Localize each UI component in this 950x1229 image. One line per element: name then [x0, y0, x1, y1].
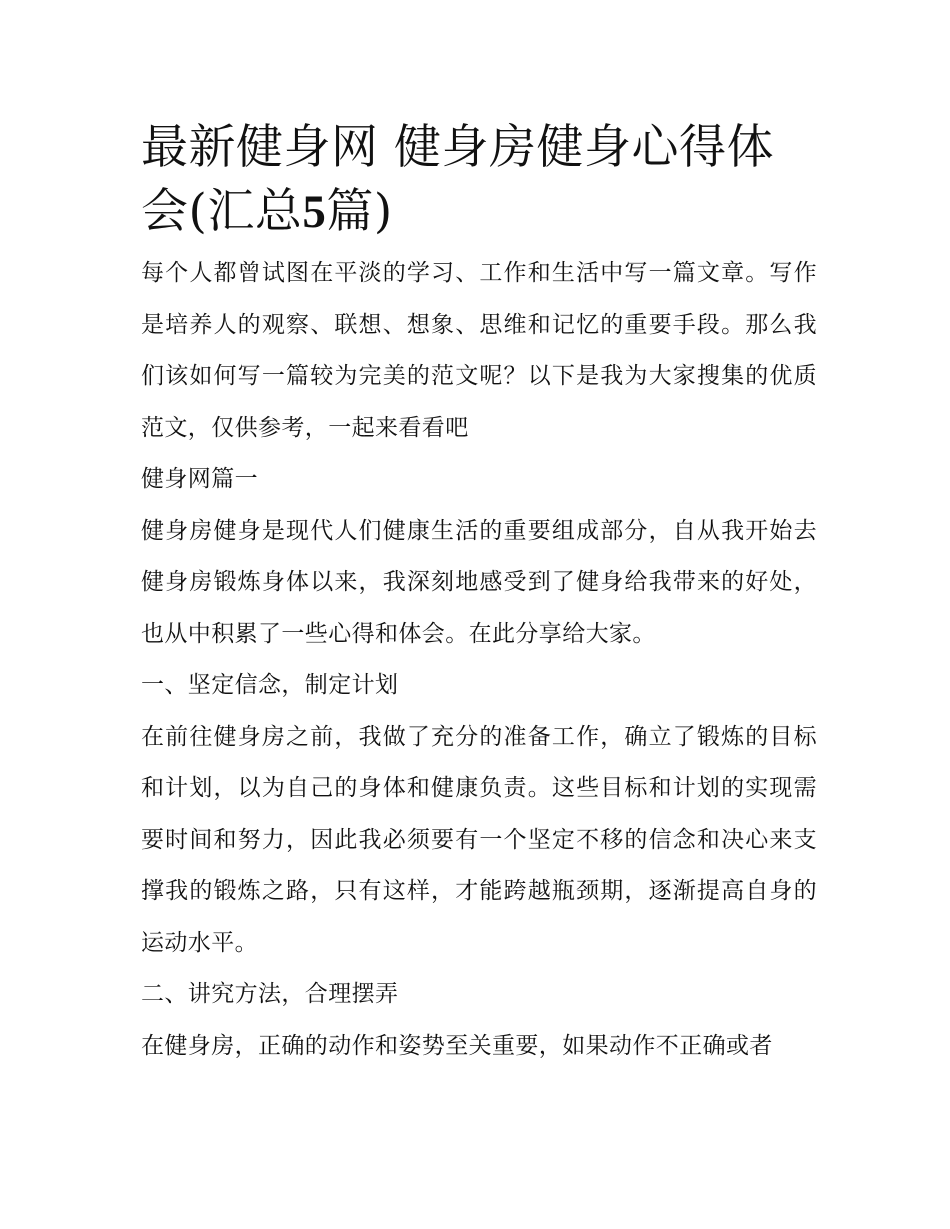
document-body	[141, 116, 817, 1072]
title-text: 最新健身网 健身房健身心得体会(汇总	[141, 120, 774, 239]
section-heading: 健身网篇一	[141, 466, 258, 492]
body-paragraph-1: 健身房健身是现代人们健康生活的重要组成部分，自从我开始去健身房锻炼身体以来，我深刻地感受到了健身给我带来的好处，也从中积累了一些心得和体会。在此分享给大家。	[141, 517, 817, 647]
body-paragraph-3: 在健身房，正确的动作和姿势至关重要，如果动作不正确或者	[141, 1032, 773, 1059]
subheading-1: 一、坚定信念，制定计划	[141, 672, 399, 698]
title-number: 5	[302, 186, 327, 238]
document-title	[141, 116, 817, 244]
intro-paragraph: 每个人都曾试图在平淡的学习、工作和生活中写一篇文章。写作是培养人的观察、联想、想象、思维和记忆的重要手段。那么我们该如何写一篇较为完美的范文呢？以下是我为大家搜集的优质范文，仅供参考，一起来看看吧	[141, 260, 817, 441]
body-paragraph-2: 在前往健身房之前，我做了充分的准备工作，确立了锻炼的目标和计划，以为自己的身体和健康负责。这些目标和计划的实现需要时间和努力，因此我必须要有一个坚定不移的信念和决心来支撑我的锻炼之路，只有这样，才能跨越瓶颈期，逐渐提高自身的运动水平。	[141, 723, 817, 956]
subheading-2: 二、讲究方法，合理摆弄	[141, 981, 399, 1007]
title-text-end: 篇)	[326, 184, 393, 239]
